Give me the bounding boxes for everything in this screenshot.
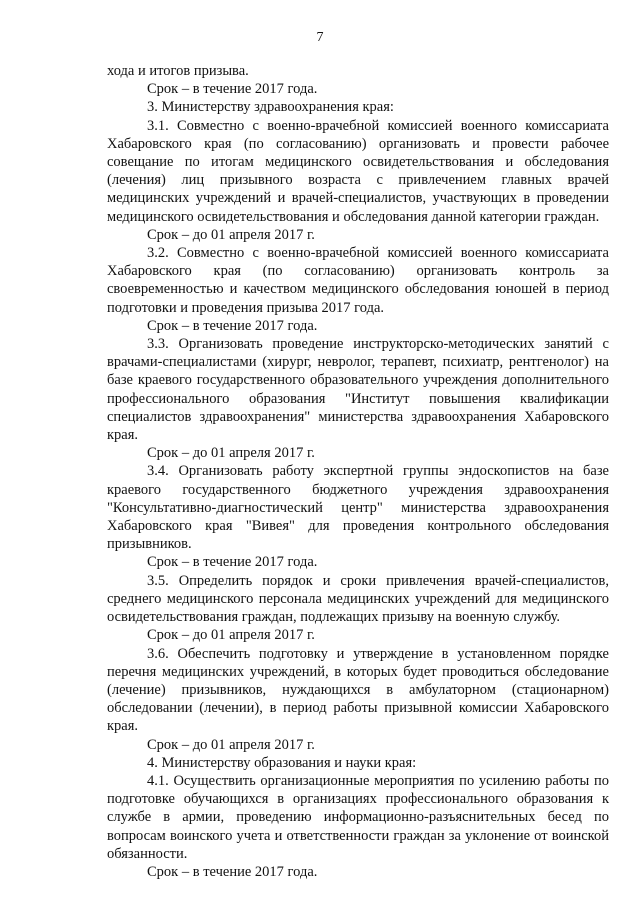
deadline-line: Срок – в течение 2017 года. (147, 81, 318, 98)
deadline-line: Срок – до 01 апреля 2017 г. (147, 226, 315, 243)
clause-3-5: 3.5. Определить порядок и сроки привлечения врачей-специалистов, среднего медицинского персонала медицинских учреждений для медицинского освидетельствования граждан, подлежащих призыву на военную службу. (107, 572, 609, 626)
deadline-line: Срок – в течение 2017 года. (147, 863, 318, 880)
page-number: 7 (316, 30, 324, 45)
clause-3-2: 3.2. Совместно с военно-врачебной комиссией военного комиссариата Хабаровского края (по согласованию) организовать контроль за своевременностью и качеством медицинского обследования юношей в период подготовки и проведения призыва 2017 года. (107, 245, 609, 316)
deadline-line: Срок – в течение 2017 года. (147, 317, 318, 334)
deadline-line: Срок – в течение 2017 года. (147, 554, 318, 571)
deadline-line: Срок – до 01 апреля 2017 г. (147, 736, 315, 753)
document-body (107, 62, 609, 881)
clause-3-6: 3.6. Обеспечить подготовку и утверждение в установленном порядке перечня медицинских учреждений, в которых будет проводиться обследование (лечение) призывников, нуждающихся в амбулаторном (стационарном) обследовании (лечении), в период работы призывной комиссии Хабаровского края. (107, 645, 609, 735)
section-heading-3: 3. Министерству здравоохранения края: (147, 99, 394, 116)
deadline-line: Срок – до 01 апреля 2017 г. (147, 445, 315, 462)
section-heading-4: 4. Министерству образования и науки края: (147, 754, 417, 771)
clause-3-1: 3.1. Совместно с военно-врачебной комиссией военного комиссариата Хабаровского края (по согласованию) организовать и провести рабочее совещание по итогам медицинского освидетельствования и обследования (лечения) лиц призывного возраста с привлечением главных врачей медицинских учреждений и врачей-специалистов, участвующих в проведении медицинского освидетельствования и обследования данной категории граждан. (107, 117, 609, 225)
clause-4-1: 4.1. Осуществить организационные мероприятия по усилению работы по подготовке обучающихся в организациях профессионального образования к службе в армии, проведению информационно-разъяснительных бесед по вопросам воинского учета и ответственности граждан за уклонение от воинской обязанности. (107, 772, 609, 862)
clause-3-4: 3.4. Организовать работу экспертной группы эндоскопистов на базе краевого государственного бюджетного учреждения здравоохранения "Консультативно-диагностический центр" министерства здравоохранения Хабаровского края "Вивея" для проведения контрольного обследования призывников. (107, 463, 609, 553)
paragraph-continuation: хода и итогов призыва. (107, 63, 249, 79)
clause-3-3: 3.3. Организовать проведение инструкторско-методических занятий с врачами-специалистами (хирург, невролог, терапевт, психиатр, рентгенолог) на базе краевого государственного образовательного учреждения дополнительного профессионального образования "Институт повышения квалификации специалистов здравоохранения" министерства здравоохранения Хабаровского края. (107, 336, 609, 444)
deadline-line: Срок – до 01 апреля 2017 г. (147, 627, 315, 644)
